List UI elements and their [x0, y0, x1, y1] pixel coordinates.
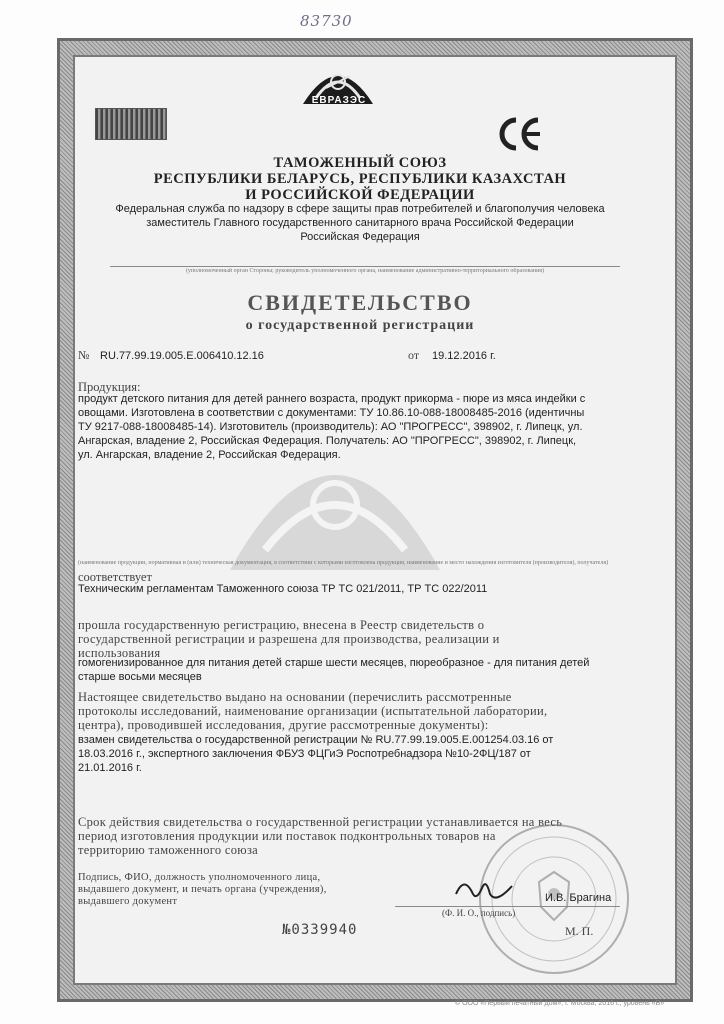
eurasec-logo-label: ЕВРАЗЭС	[311, 95, 367, 106]
product-line: Ангарская, владение 2, Российская Федерация. Получатель: АО "ПРОГРЕСС", 398902, г. Липецк,	[78, 435, 577, 447]
certificate-subtitle: о государственной регистрации	[245, 318, 475, 333]
date-label: от	[408, 348, 420, 362]
header-line-3: И РОССИЙСКОЙ ФЕДЕРАЦИИ	[245, 187, 475, 203]
validity-line: период изготовления продукции или поставок подконтрольных товаров на	[78, 829, 496, 843]
basis-text	[78, 690, 623, 732]
ce-eac-mark-icon	[488, 114, 548, 154]
registration-date: 19.12.2016 г.	[432, 350, 496, 362]
basis-line: Настоящее свидетельство выдано на основании (перечислить рассмотренные	[78, 690, 512, 704]
fio-caption: (Ф. И. О., подпись)	[442, 908, 516, 918]
header-line-1: ТАМОЖЕННЫЙ СОЮЗ	[273, 155, 447, 171]
basis-value-line: 21.01.2016 г.	[78, 762, 142, 774]
print-imprint: © ООО «Первый печатный дом», г. Москва, 2016 г., уровень «В»	[455, 1000, 665, 1007]
authority-underline	[110, 266, 620, 267]
registration-line: прошла государственную регистрацию, внесена в Реестр свидетельств о	[78, 618, 485, 632]
authority-caption: (уполномоченный орган Стороны; руководитель уполномоченного органа, наименование административно-территориального образования)	[185, 268, 545, 274]
form-number: №0339940	[282, 922, 358, 938]
product-line: ул. Ангарская, владение 2, Российская Федерация.	[78, 449, 341, 461]
mp-label: М. П.	[565, 924, 594, 938]
header-line-2: РЕСПУБЛИКИ БЕЛАРУСЬ, РЕСПУБЛИКИ КАЗАХСТАН	[153, 171, 567, 187]
signatory-name: И.В. Брагина	[545, 892, 612, 904]
authority-line-3: Российская Федерация	[300, 231, 420, 243]
validity-line: Срок действия свидетельства о государственной регистрации устанавливается на весь	[78, 815, 563, 829]
product-line: ТУ 9217-088-18008485-14). Изготовитель (производитель): АО "ПРОГРЕСС", 398902, г. Липецк, ул.	[78, 421, 583, 433]
signature-line	[395, 906, 620, 907]
validity-line: территорию таможенного союза	[78, 843, 259, 857]
product-line: овощами. Изготовлена в соответствии с документами: ТУ 10.86.10-088-18008485-2016 (идентичны	[78, 407, 585, 419]
registration-number: RU.77.99.19.005.Е.006410.12.16	[100, 350, 264, 362]
number-label: №	[78, 348, 90, 362]
hologram-sticker	[95, 108, 167, 140]
authority-line-1: Федеральная служба по надзору в сфере защиты прав потребителей и благополучия человека	[115, 203, 605, 215]
certificate-title: СВИДЕТЕЛЬСТВО	[247, 290, 473, 315]
eurasec-watermark-icon	[220, 420, 450, 600]
conformity-label: соответствует	[78, 570, 152, 584]
signature-block	[78, 872, 378, 908]
signature-block-line: Подпись, ФИО, должность уполномоченного лица,	[78, 872, 321, 883]
signature-block-line: выдавшего документ, и печать органа (учреждения),	[78, 884, 327, 895]
basis-value	[78, 733, 623, 775]
handwritten-signature-icon	[450, 874, 520, 906]
authority-line-2: заместитель Главного государственного санитарного врача Российской Федерации	[146, 217, 574, 229]
product-label: Продукция:	[78, 380, 141, 394]
product-line: продукт детского питания для детей раннего возраста, продукт прикорма - пюре из мяса индейки с	[78, 393, 586, 405]
basis-line: центра), проводившей исследования, другие рассмотренные документы):	[78, 718, 489, 732]
registration-line: государственной регистрации и разрешена для производства, реализации и	[78, 632, 500, 646]
registration-line: использования	[78, 646, 161, 660]
product-caption: (наименование продукции, нормативная и (или) техническая документация, в соответствии с которыми изготовлена продукция, наименование и место нахождения изготовителя (производителя), получателя)	[78, 560, 609, 566]
basis-value-line: взамен свидетельства о государственной регистрации № RU.77.99.19.005.Е.001254.03.16 от	[78, 734, 554, 746]
conformity-value: Техническим регламентам Таможенного союза ТР ТС 021/2011, ТР ТС 022/2011	[78, 583, 488, 595]
usage-line: гомогенизированное для питания детей старше шести месяцев, пюреобразное - для питания детей	[78, 657, 590, 669]
usage-line: старше восьми месяцев	[78, 671, 202, 683]
handwritten-number: 83730	[300, 12, 353, 30]
basis-line: протоколы исследований, наименование организации (испытательной лаборатории,	[78, 704, 548, 718]
usage-description	[78, 656, 628, 684]
signature-block-line: выдавшего документ	[78, 896, 178, 907]
basis-value-line: 18.03.2016 г., экспертного заключения ФБУЗ ФЦГиЭ Роспотребнадзора №10-2ФЦ/187 от	[78, 748, 531, 760]
registration-text	[78, 618, 623, 660]
